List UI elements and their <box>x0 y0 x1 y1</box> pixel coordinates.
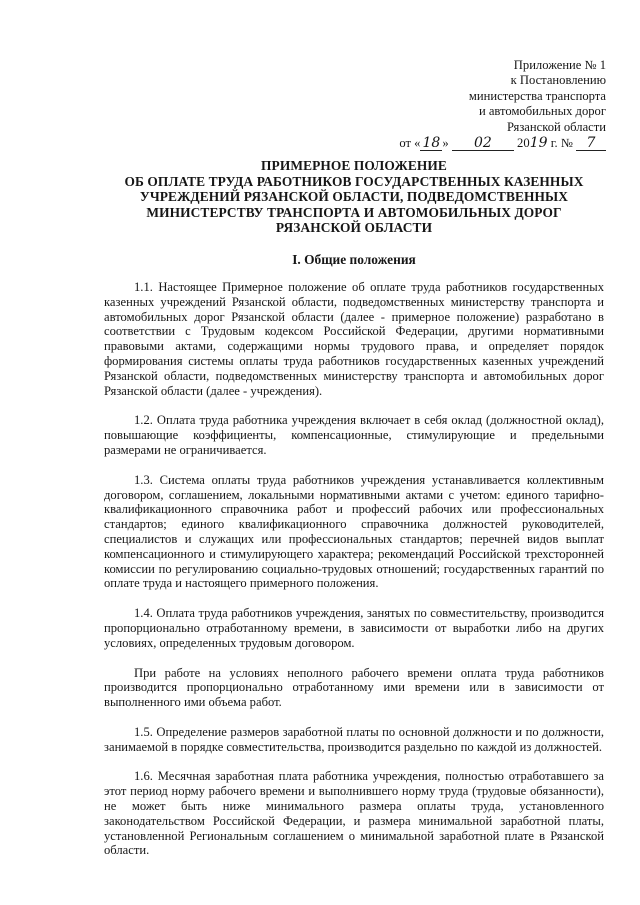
paragraph: 1.4. Оплата труда работников учреждения, занятых по совместительству, производится пропорционально отработанному времени, в зависимости от выработки либо на других условиях, определенных трудовым договором. <box>104 606 604 650</box>
annex-line: и автомобильных дорог <box>478 104 606 119</box>
annex-line: министерства транспорта <box>468 88 606 103</box>
title-line: МИНИСТЕРСТВУ ТРАНСПОРТА И АВТОМОБИЛЬНЫХ ДОРОГ <box>146 204 562 220</box>
annex-line: Рязанской области <box>507 119 606 134</box>
date-quote-close: » <box>442 136 449 151</box>
annex-line: Приложение № 1 <box>513 58 606 72</box>
title-line: РЯЗАНСКОЙ ОБЛАСТИ <box>275 220 433 236</box>
title-line: УЧРЕЖДЕНИЙ РЯЗАНСКОЙ ОБЛАСТИ, ПОДВЕДОМСТВЕННЫХ <box>139 189 569 205</box>
paragraph: 1.3. Система оплаты труда работников учреждения устанавливается коллективным договором, соглашением, локальными нормативными актами с учетом: единого тарифно-квалификационного справочника работ и профессий рабочих или профессиональных стандартов; единого квалификационного справочника должностей руководителей, специалистов и служащих или профессиональных стандартов; перечней видов выплат компенсационного и стимулирующего характера; рекомендаций Российской трехсторонней комиссии по регулированию социально-трудовых отношений; государственных гарантий по оплате труда и настоящего примерного положения. <box>104 472 604 591</box>
date-month-handwritten: 02 <box>452 136 514 151</box>
paragraph: 1.2. Оплата труда работника учреждения включает в себя оклад (должностной оклад), повышающие коэффициенты, компенсационные, стимулирующие и предельными размерами не ограничивается. <box>104 413 604 457</box>
document-number-handwritten: 7 <box>576 136 606 151</box>
title-line: ОБ ОПЛАТЕ ТРУДА РАБОТНИКОВ ГОСУДАРСТВЕННЫХ КАЗЕННЫХ <box>124 173 584 189</box>
paragraph: При работе на условиях неполного рабочего времени оплата труда работников производится пропорционально отработанному ими времени или в зависимости от выполненного ими объема работ. <box>104 665 604 710</box>
date-prefix: от « <box>399 136 421 151</box>
date-year-prefix: 20 <box>517 136 530 151</box>
document-body <box>104 280 604 858</box>
date-day-handwritten: 18 <box>420 136 442 151</box>
date-suffix: г. № <box>550 136 573 151</box>
annex-date-line <box>399 136 606 151</box>
paragraph: 1.5. Определение размеров заработной платы по основной должности и по должности, занимаемой в порядке совместительства, производится раздельно по каждой из должностей. <box>104 724 604 754</box>
annex-line: к Постановлению <box>510 73 606 88</box>
paragraph: 1.6. Месячная заработная плата работника учреждения, полностью отработавшего за этот период норму рабочего времени и выполнившего норму труда (трудовые обязанности), не может быть ниже минимального размера оплаты труда, установленного законодательством Российской Федерации, и размера минимальной заработной платы, установленной Региональным соглашением о минимальной заработной плате в Рязанской области. <box>104 769 604 858</box>
document-title <box>104 158 604 236</box>
annex-block <box>399 58 606 151</box>
title-line: ПРИМЕРНОЕ ПОЛОЖЕНИЕ <box>261 158 447 173</box>
paragraph: 1.1. Настоящее Примерное положение об оплате труда работников государственных казенных учреждений Рязанской области, подведомственных министерству транспорта и автомобильных дорог Рязанской области (далее - примерное положение) разработано в соответствии с Трудовым кодексом Российской Федерации, другими нормативными правовыми актами, содержащими нормы трудового права, и определяет порядок формирования системы оплаты труда работников государственных казенных учреждений Рязанской области, подведомственных министерству транспорта и автомобильных дорог Рязанской области (далее - учреждения). <box>104 279 604 398</box>
section-heading: I. Общие положения <box>292 251 416 267</box>
date-year-handwritten: 19 <box>529 135 548 152</box>
